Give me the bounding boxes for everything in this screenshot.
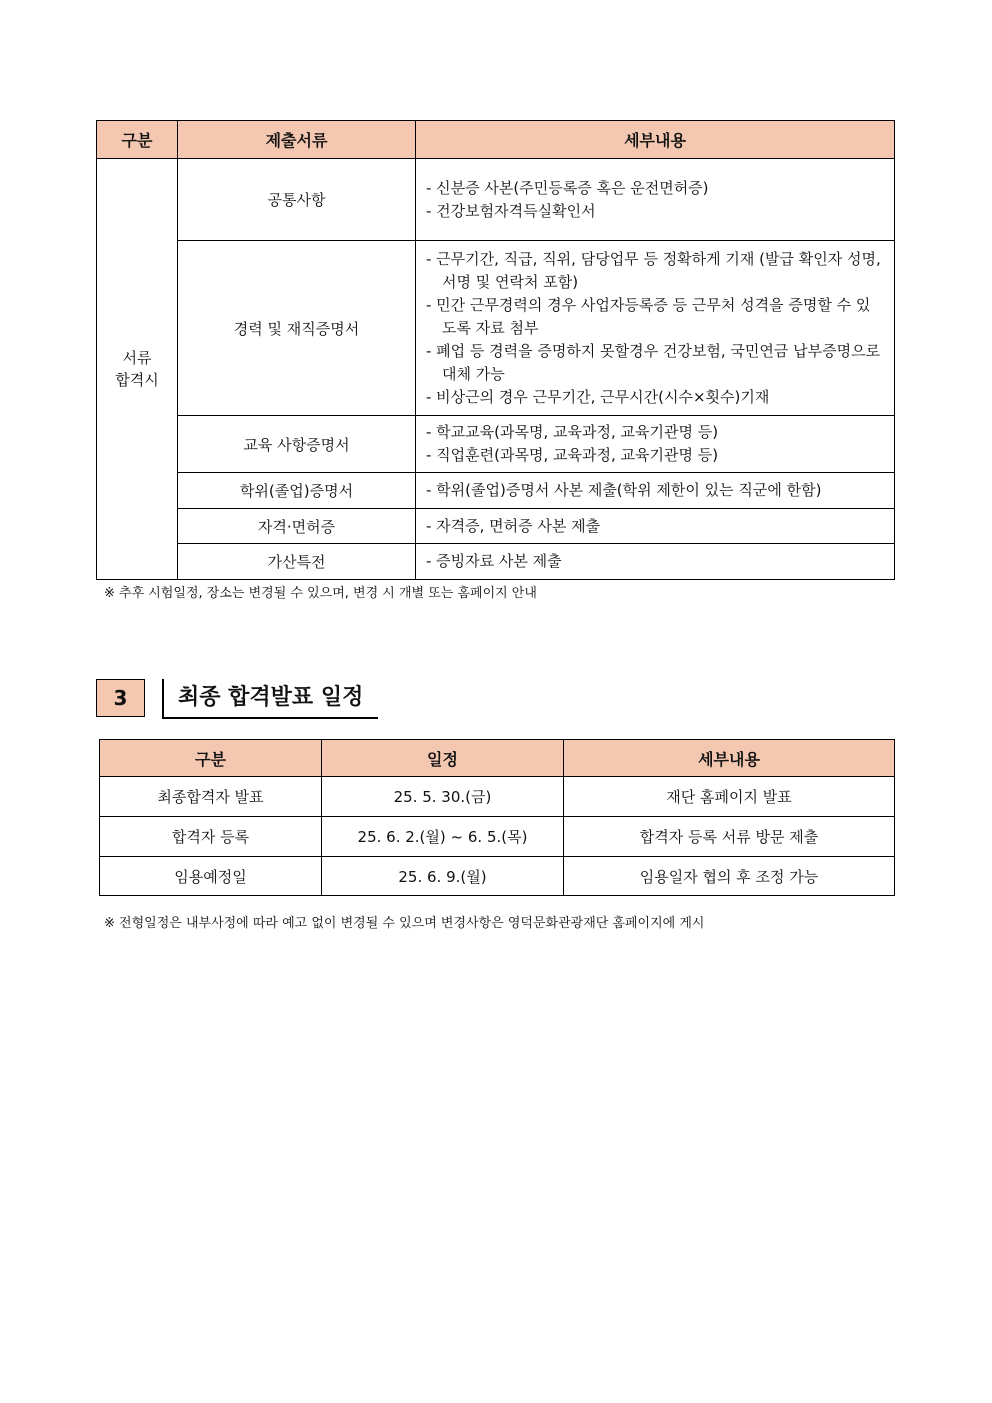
group-label-cell — [97, 159, 178, 580]
schedule-category: 최종합격자 발표 — [100, 777, 322, 817]
schedule-note: ※ 전형일정은 내부사정에 따라 예고 없이 변경될 수 있으며 변경사항은 영덕문화관광재단 홈페이지에 게시 — [104, 916, 705, 931]
detail-line: - 근무기간, 직급, 직위, 담당업무 등 정확하게 기재 (발급 확인자 성명, 서명 및 연락처 포함) — [426, 249, 881, 291]
table-row — [100, 817, 895, 857]
section-title-underline — [164, 717, 378, 719]
doc-detail — [416, 159, 895, 241]
doc-detail — [416, 473, 895, 509]
detail-line: - 자격증, 면허증 사본 제출 — [426, 516, 601, 535]
table-row — [100, 777, 895, 817]
doc-detail — [416, 544, 895, 580]
doc-detail — [416, 241, 895, 416]
doc-name: 가산특전 — [178, 544, 416, 580]
schedule-table — [99, 739, 895, 896]
table-row — [97, 509, 895, 544]
detail-line: - 증빙자료 사본 제출 — [426, 552, 562, 570]
schedule-date: 25. 6. 2.(월) ~ 6. 5.(목) — [322, 817, 564, 857]
schedule-category: 합격자 등록 — [100, 817, 322, 857]
doc-name: 학위(졸업)증명서 — [178, 473, 416, 509]
schedule-date: 25. 5. 30.(금) — [322, 777, 564, 817]
header-detail: 세부내용 — [416, 121, 895, 159]
header-category: 구분 — [97, 121, 178, 159]
detail-line: - 민간 근무경력의 경우 사업자등록증 등 근무처 성격을 증명할 수 있도록 자료 첨부 — [426, 295, 871, 337]
header-document: 제출서류 — [178, 121, 416, 159]
table-row — [100, 857, 895, 896]
section-number: 3 — [96, 679, 145, 717]
schedule-table-header — [100, 740, 895, 777]
detail-line: - 학교교육(과목명, 교육과정, 교육기관명 등) — [426, 423, 719, 441]
table-row — [97, 159, 895, 241]
documents-table — [96, 120, 895, 580]
detail-line: - 신분증 사본(주민등록증 혹은 운전면허증) — [426, 178, 709, 197]
section-title: 최종 합격발표 일정 — [178, 685, 364, 710]
doc-name: 자격·면허증 — [178, 509, 416, 544]
table-row — [97, 473, 895, 509]
schedule-category: 임용예정일 — [100, 857, 322, 896]
header-detail: 세부내용 — [564, 740, 895, 777]
documents-table-header — [97, 121, 895, 159]
detail-line: - 폐업 등 경력을 증명하지 못할경우 건강보험, 국민연금 납부증명으로 대체 가능 — [426, 341, 881, 383]
detail-line: - 비상근의 경우 근무기간, 근무시간(시수×횟수)기재 — [426, 387, 770, 406]
doc-name: 경력 및 재직증명서 — [178, 241, 416, 416]
detail-line: - 직업훈련(과목명, 교육과정, 교육기관명 등) — [426, 446, 719, 464]
schedule-detail: 합격자 등록 서류 방문 제출 — [564, 817, 895, 857]
table-row — [97, 416, 895, 473]
table-row — [97, 241, 895, 416]
header-category: 구분 — [100, 740, 322, 777]
header-date: 일정 — [322, 740, 564, 777]
schedule-date: 25. 6. 9.(월) — [322, 857, 564, 896]
doc-detail — [416, 509, 895, 544]
doc-detail — [416, 416, 895, 473]
schedule-detail: 재단 홈페이지 발표 — [564, 777, 895, 817]
schedule-detail: 임용일자 협의 후 조정 가능 — [564, 857, 895, 896]
group-label: 서류 합격시 — [115, 349, 159, 389]
section-divider — [162, 679, 164, 719]
doc-name: 교육 사항증명서 — [178, 416, 416, 473]
doc-name: 공통사항 — [178, 159, 416, 241]
documents-note: ※ 추후 시험일정, 장소는 변경될 수 있으며, 변경 시 개별 또는 홈페이지 안내 — [104, 586, 537, 601]
detail-line: - 건강보험자격득실확인서 — [426, 201, 596, 220]
detail-line: - 학위(졸업)증명서 사본 제출(학위 제한이 있는 직군에 한함) — [426, 481, 822, 499]
table-row — [97, 544, 895, 580]
